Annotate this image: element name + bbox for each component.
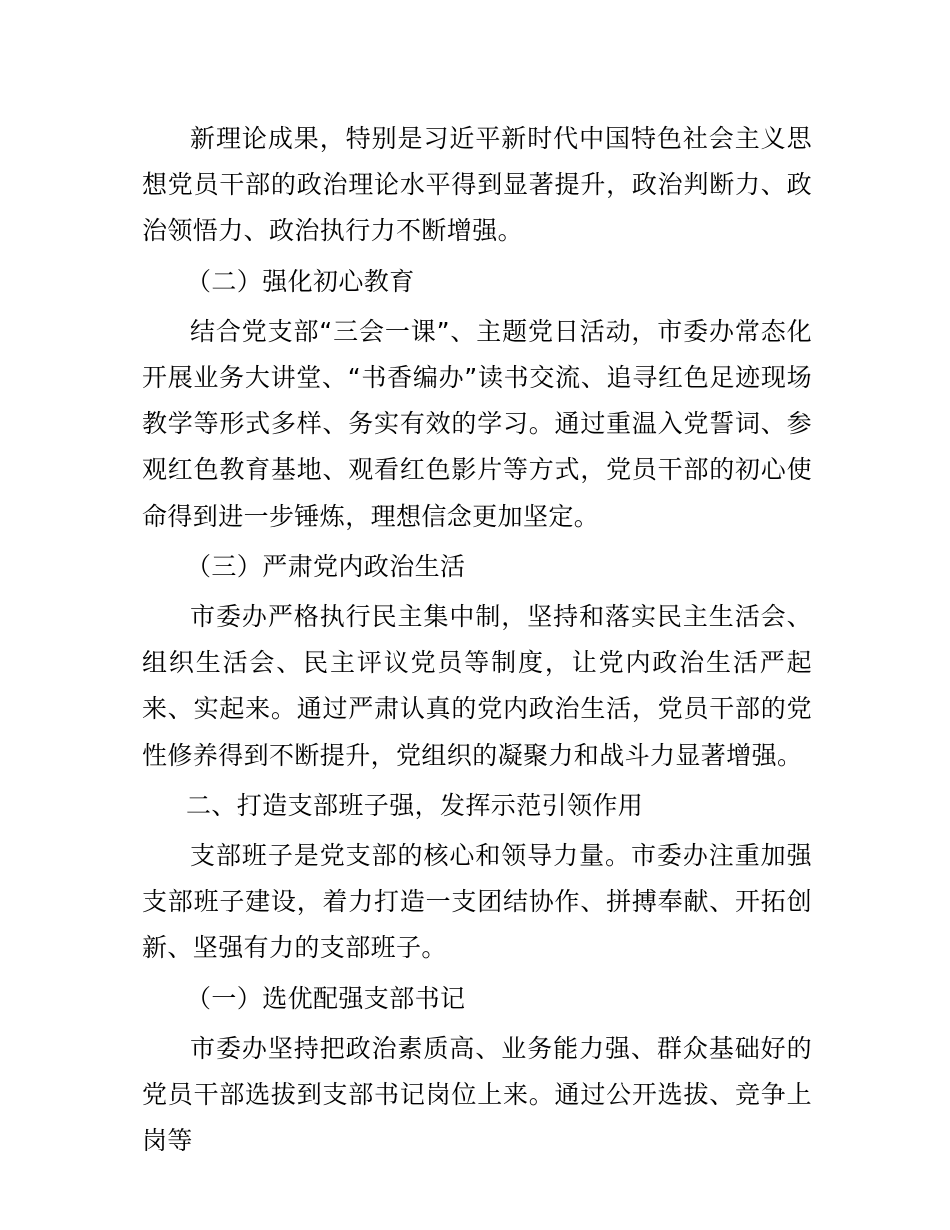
heading-original-aspiration-education: （二）强化初心教育 (186, 266, 415, 296)
heading-branch-leadership: 二、打造支部班子强，发挥示范引领作用 (186, 790, 644, 820)
paragraph-branch-secretary: 市委办坚持把政治素质高、业务能力强、群众基础好的党员干部选拔到支部书记岗位上来。通过公开选拔、竞争上岗等 (142, 1033, 812, 1156)
paragraph-branch-leadership: 支部班子是党支部的核心和领导力量。市委办注重加强支部班子建设，着力打造一支团结协作、拼搏奉献、开拓创新、坚强有力的支部班子。 (142, 841, 812, 963)
paragraph-theory-results: 新理论成果，特别是习近平新时代中国特色社会主义思想党员干部的政治理论水平得到显著提升，政治判断力、政治领悟力、政治执行力不断增强。 (142, 124, 812, 246)
document-body (142, 116, 812, 1164)
paragraph-political-life: 市委办严格执行民主集中制，坚持和落实民主生活会、组织生活会、民主评议党员等制度，让党内政治生活严起来、实起来。通过严肃认真的党内政治生活，党员干部的党性修养得到不断提升，党组织的凝聚力和战斗力显著增强。 (142, 602, 812, 770)
heading-political-life: （三）严肃党内政治生活 (186, 551, 466, 581)
heading-branch-secretary: （一）选优配强支部书记 (186, 983, 466, 1013)
paragraph-aspiration-education: 结合党支部“三会一课”、主题党日活动，市委办常态化开展业务大讲堂、“书香编办”读书交流、追寻红色足迹现场教学等形式多样、务实有效的学习。通过重温入党誓词、参观红色教育基地、观看红色影片等方式，党员干部的初心使命得到进一步锤炼，理想信念更加坚定。 (142, 316, 812, 531)
